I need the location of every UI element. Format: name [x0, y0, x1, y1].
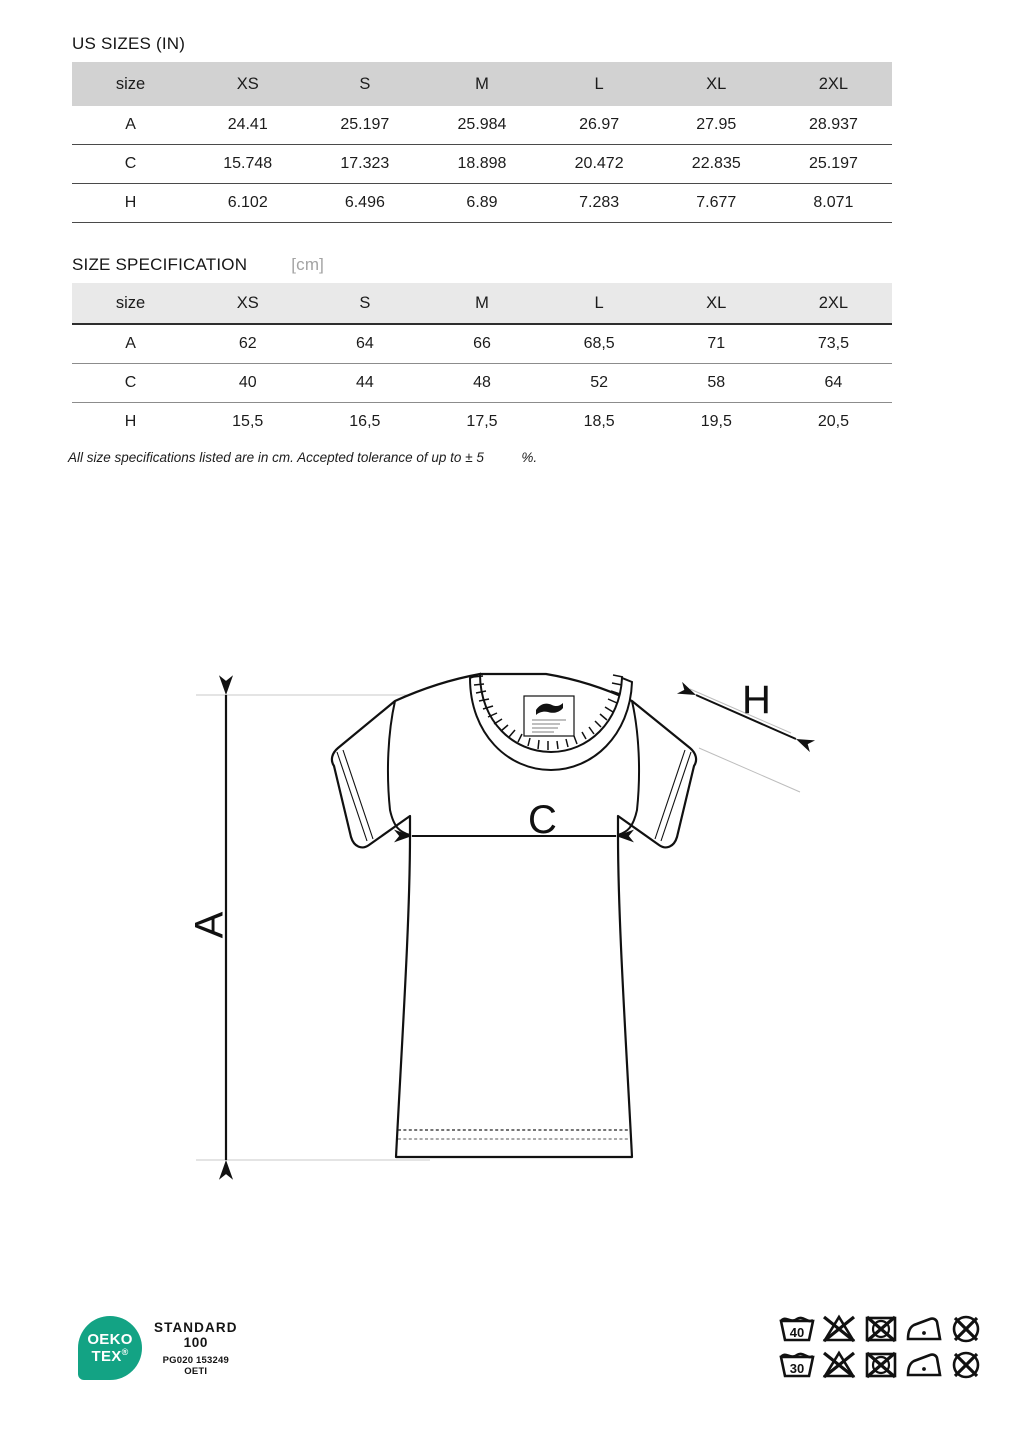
size-specification-title-text: SIZE SPECIFICATION [72, 255, 248, 274]
size-specification-title [72, 255, 892, 275]
oeko-tex-logo-icon [78, 1316, 142, 1380]
cell-h-m: 6.89 [423, 184, 540, 223]
iron-low-icon [904, 1312, 944, 1344]
column-header-m: M [475, 74, 489, 93]
wash-30-icon [778, 1348, 816, 1380]
cell-c-l: 20.472 [541, 145, 658, 184]
cell-c-2xl: 64 [775, 364, 892, 403]
tex-label: TEX® [91, 1346, 129, 1365]
cell-c-xs: 40 [189, 364, 306, 403]
oeko-standard-number: 100 [183, 1334, 208, 1350]
cell-a-xl: 27.95 [658, 106, 775, 145]
table-row [72, 145, 892, 184]
do-not-dry-clean-icon [948, 1348, 984, 1380]
table-header-row [72, 283, 892, 324]
column-header-2xl: 2XL [818, 74, 849, 93]
column-header-l: L [541, 283, 658, 324]
size-specification-unit: [cm] [291, 255, 325, 274]
cell-h-2xl: 20,5 [817, 413, 849, 430]
dimension-a-label: A [187, 911, 232, 939]
row-label-h: H [72, 184, 189, 223]
column-header-l: L [594, 74, 604, 93]
column-header-xl: XL [706, 74, 727, 93]
cell-h-m: 17,5 [466, 413, 498, 430]
us-sizes-table [72, 62, 892, 223]
column-header-s: S [359, 74, 371, 93]
cell-c-m: 48 [423, 364, 540, 403]
svg-text:40: 40 [789, 1325, 805, 1340]
care-symbols [778, 1312, 984, 1380]
cell-h-xs: 15,5 [232, 413, 264, 430]
oeko-label: OEKO [87, 1330, 133, 1348]
cell-a-xl: 71 [658, 324, 775, 364]
tolerance-footnote: All size specifications listed are in cm. Accepted tolerance of up to ± 5 %. [68, 450, 538, 465]
care-symbols-row-2 [778, 1348, 984, 1380]
table-row [72, 364, 892, 403]
care-symbols-row-1 [778, 1312, 984, 1344]
do-not-tumble-dry-icon [862, 1348, 900, 1380]
table-row [72, 106, 892, 145]
cell-c-xs: 15.748 [189, 145, 306, 184]
table-row [72, 403, 892, 442]
cell-a-m: 66 [423, 324, 540, 364]
us-sizes-section [72, 34, 892, 223]
neck-label [524, 696, 574, 736]
column-header-2xl: 2XL [775, 283, 892, 324]
row-label-a: A [72, 106, 189, 145]
oeko-tex-details [154, 1320, 238, 1377]
cell-h-s: 6.496 [306, 184, 423, 223]
row-label-a: A [72, 324, 189, 364]
cell-c-m: 18.898 [423, 145, 540, 184]
row-label-h: H [124, 413, 137, 430]
column-header-xs: XS [189, 283, 306, 324]
oeko-institute: OETI [184, 1365, 208, 1377]
table-row [72, 324, 892, 364]
wash-40-icon [778, 1312, 816, 1344]
cell-a-2xl: 28.937 [775, 106, 892, 145]
row-label-c: C [72, 364, 189, 403]
cell-h-l: 18,5 [583, 413, 615, 430]
cell-a-2xl: 73,5 [775, 324, 892, 364]
table-header-row [72, 62, 892, 106]
oeko-tex-badge [78, 1316, 238, 1380]
tshirt-technical-drawing [180, 660, 840, 1200]
column-header-m: M [423, 283, 540, 324]
cell-h-l: 7.283 [541, 184, 658, 223]
do-not-bleach-icon [820, 1312, 858, 1344]
cell-a-xs: 24.41 [189, 106, 306, 145]
table-row [72, 184, 892, 223]
oeko-standard-label: STANDARD [154, 1319, 238, 1335]
cell-c-xl: 22.835 [658, 145, 775, 184]
cell-c-s: 44 [306, 364, 423, 403]
column-header-size: size [72, 283, 189, 324]
cell-c-xl: 58 [658, 364, 775, 403]
cell-a-l: 68,5 [541, 324, 658, 364]
cell-c-l: 52 [541, 364, 658, 403]
cell-a-xs: 62 [189, 324, 306, 364]
do-not-tumble-dry-icon [862, 1312, 900, 1344]
cell-a-m: 25.984 [423, 106, 540, 145]
dimension-c-label: C [528, 798, 557, 842]
column-header-xs: XS [236, 74, 259, 93]
us-sizes-title: US SIZES (IN) [72, 34, 186, 53]
cell-a-s: 25.197 [306, 106, 423, 145]
column-header-xl: XL [658, 283, 775, 324]
cell-h-xs: 6.102 [189, 184, 306, 223]
cell-c-2xl: 25.197 [775, 145, 892, 184]
cell-h-s: 16,5 [349, 413, 381, 430]
cell-h-2xl: 8.071 [775, 184, 892, 223]
column-header-s: S [306, 283, 423, 324]
cell-a-l: 26.97 [541, 106, 658, 145]
row-label-c: C [72, 145, 189, 184]
size-specification-table [72, 283, 892, 441]
svg-text:30: 30 [789, 1361, 805, 1376]
cell-a-s: 64 [306, 324, 423, 364]
cell-h-xl: 19,5 [700, 413, 732, 430]
column-header-size: size [115, 74, 146, 93]
do-not-bleach-icon [820, 1348, 858, 1380]
oeko-certificate-number: PG020 153249 [162, 1354, 229, 1366]
do-not-dry-clean-icon [948, 1312, 984, 1344]
cell-c-s: 17.323 [306, 145, 423, 184]
dimension-h-label: H [742, 678, 771, 722]
cell-h-xl: 7.677 [658, 184, 775, 223]
iron-low-icon [904, 1348, 944, 1380]
size-specification-section [72, 255, 892, 441]
